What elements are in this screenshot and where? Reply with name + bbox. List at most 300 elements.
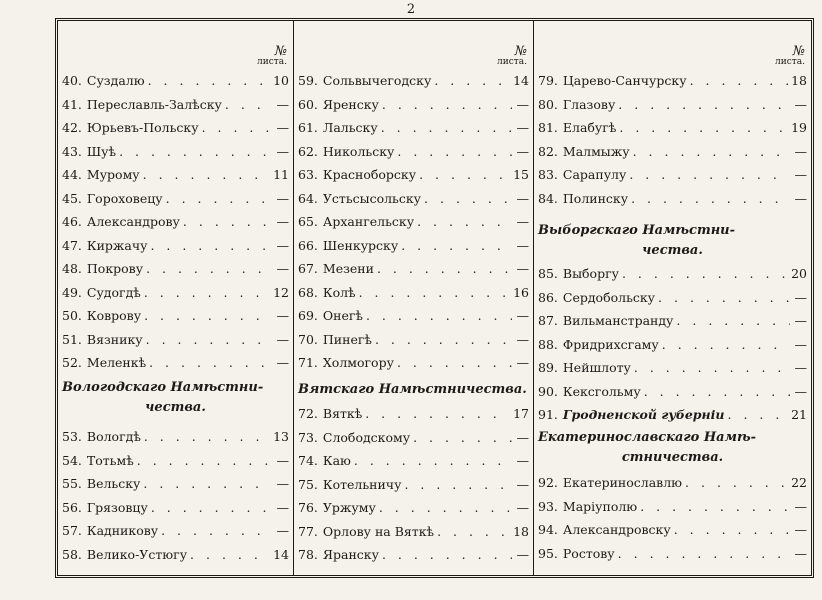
sheet-number: — — [516, 120, 529, 135]
place-name: Глазову — [562, 96, 616, 112]
sheet-number: 13 — [273, 429, 289, 444]
item-number: 81. — [538, 120, 558, 135]
leader-dots — [366, 305, 512, 327]
sheet-number: 22 — [791, 475, 807, 490]
sheet-number: 14 — [513, 73, 529, 88]
leader-dots — [618, 543, 790, 565]
section-heading — [62, 378, 289, 418]
sheet-number: — — [516, 331, 529, 347]
sheet-number: — — [794, 313, 807, 328]
item-number: 57. — [62, 523, 82, 538]
list-item — [298, 70, 529, 92]
item-number: 54. — [62, 452, 82, 468]
item-number: 91. — [538, 407, 558, 422]
place-name: Суздалю — [86, 73, 145, 88]
place-name: Кексгольму — [562, 383, 641, 399]
place-name: Полинску — [562, 190, 629, 206]
sheet-number: 16 — [513, 284, 529, 300]
item-number: 84. — [538, 190, 558, 206]
leader-dots — [631, 188, 790, 210]
section-heading — [538, 428, 807, 468]
leader-dots — [382, 544, 512, 566]
list-item — [538, 543, 807, 565]
leader-dots — [633, 141, 790, 163]
list-item — [298, 305, 529, 327]
place-name: Пинегѣ — [322, 331, 372, 347]
place-name: Нейшлоту — [562, 360, 631, 375]
sheet-number: — — [516, 214, 529, 229]
section-heading-line-1: Вятскаго Намѣстничества. — [298, 382, 527, 397]
register-table — [55, 18, 814, 578]
leader-dots — [183, 211, 272, 233]
place-name: Сердобольску — [562, 289, 656, 305]
list-item — [298, 497, 529, 519]
sheet-number: — — [516, 143, 529, 159]
item-number: 82. — [538, 143, 558, 159]
sheet-number: — — [276, 261, 289, 276]
list-item — [538, 310, 807, 332]
list-item — [538, 357, 807, 379]
item-number: 60. — [298, 96, 318, 112]
place-name: Лальску — [322, 120, 378, 135]
item-number: 63. — [298, 167, 318, 182]
sheet-number: — — [276, 476, 289, 491]
sheet-number: — — [516, 308, 529, 323]
leader-dots — [359, 282, 511, 304]
list-item — [62, 329, 289, 351]
list-item — [538, 404, 807, 426]
list-item — [62, 473, 289, 495]
leader-dots — [676, 310, 790, 332]
list-item — [62, 211, 289, 233]
leader-dots — [629, 164, 790, 186]
leader-dots — [728, 404, 789, 426]
place-name: Александровску — [562, 522, 671, 537]
leader-dots — [658, 287, 790, 309]
place-name: Юрьевъ-Польску — [86, 120, 199, 135]
list-item — [538, 164, 807, 186]
leader-dots — [143, 164, 270, 186]
leader-dots — [397, 352, 512, 374]
list-item — [298, 117, 529, 139]
leader-dots — [381, 117, 512, 139]
list-item — [538, 496, 807, 518]
place-name: Грязовцу — [86, 499, 148, 515]
sheet-number: — — [276, 308, 289, 323]
sheet-header — [257, 44, 287, 67]
item-number: 71. — [298, 355, 318, 370]
place-name: Мезени — [322, 261, 374, 276]
sheet-number: — — [794, 498, 807, 514]
sheet-number: 10 — [273, 73, 289, 88]
item-number: 62. — [298, 143, 318, 159]
list-item — [298, 258, 529, 280]
list-item — [298, 235, 529, 257]
list-item — [298, 352, 529, 374]
leader-dots — [143, 473, 272, 495]
list-item — [62, 164, 289, 186]
place-name: Александрову — [86, 214, 180, 229]
item-number: 95. — [538, 545, 558, 561]
item-number: 94. — [538, 522, 558, 537]
list-item — [538, 141, 807, 163]
leader-dots — [146, 329, 272, 351]
place-name: Вельску — [86, 476, 141, 491]
leader-dots — [685, 472, 788, 494]
place-name: Велико-Устюгу — [86, 546, 188, 562]
leader-dots — [365, 403, 510, 425]
sheet-number: — — [794, 289, 807, 305]
place-name: Переславль-Залѣску — [86, 96, 222, 112]
item-number: 59. — [298, 73, 318, 88]
sheet-number: — — [516, 429, 529, 445]
item-number: 58. — [62, 546, 82, 562]
place-name: Гродненской губерніи — [562, 407, 725, 422]
leader-dots — [424, 188, 512, 210]
place-name: Екатеринославлю — [562, 475, 683, 490]
place-name: Кадникову — [86, 523, 159, 538]
leader-dots — [137, 450, 272, 472]
place-name: Шуѣ — [86, 143, 117, 159]
place-name: Уржуму — [322, 500, 376, 515]
section-heading — [538, 221, 807, 261]
item-number: 83. — [538, 167, 558, 182]
place-name: Каю — [322, 453, 351, 468]
item-number: 49. — [62, 284, 82, 300]
item-number: 67. — [298, 261, 318, 276]
list-item — [62, 352, 289, 374]
list-item — [538, 188, 807, 210]
list-item — [298, 211, 529, 233]
leader-dots — [379, 497, 512, 519]
place-name: Никольску — [322, 143, 395, 159]
sheet-number: — — [276, 452, 289, 468]
item-number: 47. — [62, 237, 82, 253]
place-name: Елабугѣ — [562, 120, 617, 135]
leader-dots — [225, 94, 272, 116]
place-name: Вязнику — [86, 331, 143, 347]
item-number: 40. — [62, 73, 82, 88]
leader-dots — [644, 381, 790, 403]
leader-dots — [397, 141, 512, 163]
list-item — [538, 94, 807, 116]
list-item — [298, 282, 529, 304]
sheet-number: — — [794, 383, 807, 399]
item-number: 70. — [298, 331, 318, 347]
sheet-number: — — [794, 522, 807, 537]
item-number: 68. — [298, 284, 318, 300]
sheet-header — [497, 44, 527, 67]
list-item — [298, 403, 529, 425]
list-item — [298, 329, 529, 351]
list-item — [62, 305, 289, 327]
place-name: Красноборску — [322, 167, 417, 182]
item-number: 66. — [298, 237, 318, 253]
item-number: 56. — [62, 499, 82, 515]
place-name: Вологдѣ — [86, 429, 141, 444]
leader-dots — [640, 496, 790, 518]
leader-dots — [377, 258, 512, 280]
list-item — [62, 94, 289, 116]
item-number: 87. — [538, 313, 558, 328]
leader-dots — [354, 450, 512, 472]
list-item — [62, 497, 289, 519]
sheet-number: 18 — [791, 73, 807, 88]
leader-dots — [119, 141, 272, 163]
list-item — [538, 334, 807, 356]
place-name: Царево-Санчурску — [562, 73, 687, 88]
place-name: Вильманстранду — [562, 313, 674, 328]
sheet-number: 14 — [273, 546, 289, 562]
leader-dots — [146, 258, 272, 280]
sheet-number: — — [516, 261, 529, 276]
place-name: Судогдѣ — [86, 284, 141, 300]
section-heading-line-2: чества. — [145, 400, 206, 415]
list-item — [62, 188, 289, 210]
leader-dots — [149, 352, 272, 374]
place-name: Коврову — [86, 308, 142, 323]
list-item — [62, 544, 289, 566]
item-number: 74. — [298, 453, 318, 468]
item-number: 51. — [62, 331, 82, 347]
page-number: 2 — [406, 2, 416, 17]
list-item — [62, 520, 289, 542]
list-item — [298, 474, 529, 496]
sheet-number: 19 — [791, 120, 807, 135]
list-item — [538, 117, 807, 139]
item-number: 89. — [538, 360, 558, 375]
leader-dots — [202, 117, 272, 139]
sheet-label: листа. — [497, 57, 527, 67]
leader-dots — [618, 94, 790, 116]
place-name: Яренску — [322, 96, 379, 112]
place-name: Мурому — [86, 167, 140, 182]
item-number: 65. — [298, 214, 318, 229]
leader-dots — [166, 188, 272, 210]
item-number: 45. — [62, 190, 82, 206]
sheet-number: — — [516, 355, 529, 370]
leader-dots — [190, 544, 270, 566]
list-item — [62, 282, 289, 304]
place-name: Покрову — [86, 261, 144, 276]
sheet-number: 21 — [791, 407, 807, 422]
sheet-number: — — [516, 237, 529, 253]
column-2 — [294, 21, 534, 575]
sheet-number: — — [276, 499, 289, 515]
item-number: 86. — [538, 289, 558, 305]
item-number: 43. — [62, 143, 82, 159]
leader-dots — [144, 426, 270, 448]
sheet-number: — — [276, 120, 289, 135]
list-item — [538, 287, 807, 309]
place-name: Тотьмѣ — [86, 452, 134, 468]
leader-dots — [674, 519, 790, 541]
sheet-number: 12 — [273, 284, 289, 300]
leader-dots — [401, 235, 512, 257]
leader-dots — [144, 282, 270, 304]
sheet-label: листа. — [257, 57, 287, 67]
item-number: 44. — [62, 167, 82, 182]
item-number: 75. — [298, 476, 318, 492]
list-item — [298, 427, 529, 449]
sheet-header — [775, 44, 805, 67]
item-number: 41. — [62, 96, 82, 112]
place-name: Ростову — [562, 545, 615, 561]
sheet-number: — — [516, 500, 529, 515]
item-number: 53. — [62, 429, 82, 444]
sheet-number: — — [516, 190, 529, 206]
list-item — [538, 381, 807, 403]
item-number: 85. — [538, 266, 558, 281]
item-number: 80. — [538, 96, 558, 112]
section-heading-line-1: Екатеринославскаго Намѣ- — [538, 430, 756, 445]
place-name: Гороховецу — [86, 190, 163, 206]
place-name: Онегѣ — [322, 308, 363, 323]
list-item — [62, 117, 289, 139]
item-number: 72. — [298, 406, 318, 421]
section-heading-line-1: Вологодскаго Намѣстни- — [62, 380, 264, 395]
leader-dots — [161, 520, 272, 542]
item-number: 73. — [298, 429, 318, 445]
place-name: Шенкурску — [322, 237, 399, 253]
sheet-number: — — [516, 547, 529, 562]
item-number: 52. — [62, 355, 82, 370]
item-number: 78. — [298, 547, 318, 562]
sheet-number: — — [276, 355, 289, 370]
list-item — [298, 94, 529, 116]
sheet-number: 15 — [513, 167, 529, 182]
item-number: 93. — [538, 498, 558, 514]
number-sign: № — [792, 44, 805, 59]
number-sign: № — [514, 44, 527, 59]
leader-dots — [619, 117, 788, 139]
list-item — [62, 426, 289, 448]
list-item — [538, 70, 807, 92]
leader-dots — [150, 235, 272, 257]
leader-dots — [413, 427, 512, 449]
leader-dots — [690, 70, 789, 92]
sheet-number: — — [516, 453, 529, 468]
list-item — [62, 258, 289, 280]
sheet-number: — — [276, 331, 289, 347]
item-number: 92. — [538, 475, 558, 490]
place-name: Холмогору — [322, 355, 394, 370]
place-name: Колѣ — [322, 284, 356, 300]
place-name: Котельничу — [322, 476, 402, 492]
leader-dots — [148, 70, 270, 92]
leader-dots — [622, 263, 788, 285]
column-1 — [58, 21, 294, 575]
place-name: Малмыжу — [562, 143, 630, 159]
section-heading-line-2: чества. — [642, 243, 703, 258]
sheet-number: — — [276, 214, 289, 229]
list-item — [538, 263, 807, 285]
item-number: 69. — [298, 308, 318, 323]
sheet-number: 17 — [513, 406, 529, 421]
list-item — [298, 450, 529, 472]
leader-dots — [662, 334, 790, 356]
leader-dots — [634, 357, 790, 379]
leader-dots — [417, 211, 512, 233]
number-sign: № — [274, 44, 287, 59]
leader-dots — [404, 474, 512, 496]
sheet-number: — — [276, 96, 289, 112]
list-item — [62, 450, 289, 472]
sheet-number: — — [794, 96, 807, 112]
sheet-number: — — [794, 190, 807, 206]
place-name: Сольвычегодску — [322, 73, 432, 88]
item-number: 42. — [62, 120, 82, 135]
item-number: 46. — [62, 214, 82, 229]
place-name: Устьсысольску — [322, 190, 422, 206]
column-3 — [534, 21, 811, 575]
place-name: Выборгу — [562, 266, 619, 281]
sheet-number: 11 — [273, 167, 289, 182]
list-item — [538, 472, 807, 494]
list-item — [62, 235, 289, 257]
section-heading-line-2: стничества. — [621, 450, 724, 465]
item-number: 50. — [62, 308, 82, 323]
item-number: 61. — [298, 120, 318, 135]
place-name: Орлову на Вяткѣ — [322, 523, 435, 539]
sheet-number: — — [794, 360, 807, 375]
sheet-number: — — [794, 167, 807, 182]
list-item — [298, 164, 529, 186]
sheet-number: — — [276, 190, 289, 206]
sheet-number: 20 — [791, 266, 807, 281]
place-name: Архангельску — [322, 214, 415, 229]
leader-dots — [151, 497, 272, 519]
section-heading — [298, 380, 529, 400]
sheet-number: — — [794, 336, 807, 352]
place-name: Сарапулу — [562, 167, 627, 182]
list-item — [62, 70, 289, 92]
sheet-number: — — [794, 545, 807, 561]
item-number: 48. — [62, 261, 82, 276]
item-number: 79. — [538, 73, 558, 88]
leader-dots — [144, 305, 272, 327]
list-item — [62, 141, 289, 163]
place-name: Слободскому — [322, 429, 411, 445]
sheet-number: — — [276, 237, 289, 253]
list-item — [298, 544, 529, 566]
item-number: 90. — [538, 383, 558, 399]
item-number: 76. — [298, 500, 318, 515]
leader-dots — [419, 164, 510, 186]
leader-dots — [375, 329, 512, 351]
place-name: Меленкѣ — [86, 355, 147, 370]
sheet-number: — — [516, 96, 529, 112]
leader-dots — [434, 70, 510, 92]
item-number: 64. — [298, 190, 318, 206]
item-number: 55. — [62, 476, 82, 491]
sheet-label: листа. — [775, 57, 805, 67]
list-item — [538, 519, 807, 541]
sheet-number: — — [276, 523, 289, 538]
place-name: Фридрихсгаму — [562, 336, 659, 352]
place-name: Киржачу — [86, 237, 148, 253]
list-item — [298, 188, 529, 210]
place-name: Маріуполю — [562, 498, 638, 514]
sheet-number: 18 — [513, 523, 529, 539]
list-item — [298, 521, 529, 543]
place-name: Вяткѣ — [322, 406, 363, 421]
sheet-number: — — [516, 476, 529, 492]
place-name: Яранску — [322, 547, 379, 562]
item-number: 77. — [298, 523, 318, 539]
sheet-number: — — [794, 143, 807, 159]
leader-dots — [382, 94, 512, 116]
